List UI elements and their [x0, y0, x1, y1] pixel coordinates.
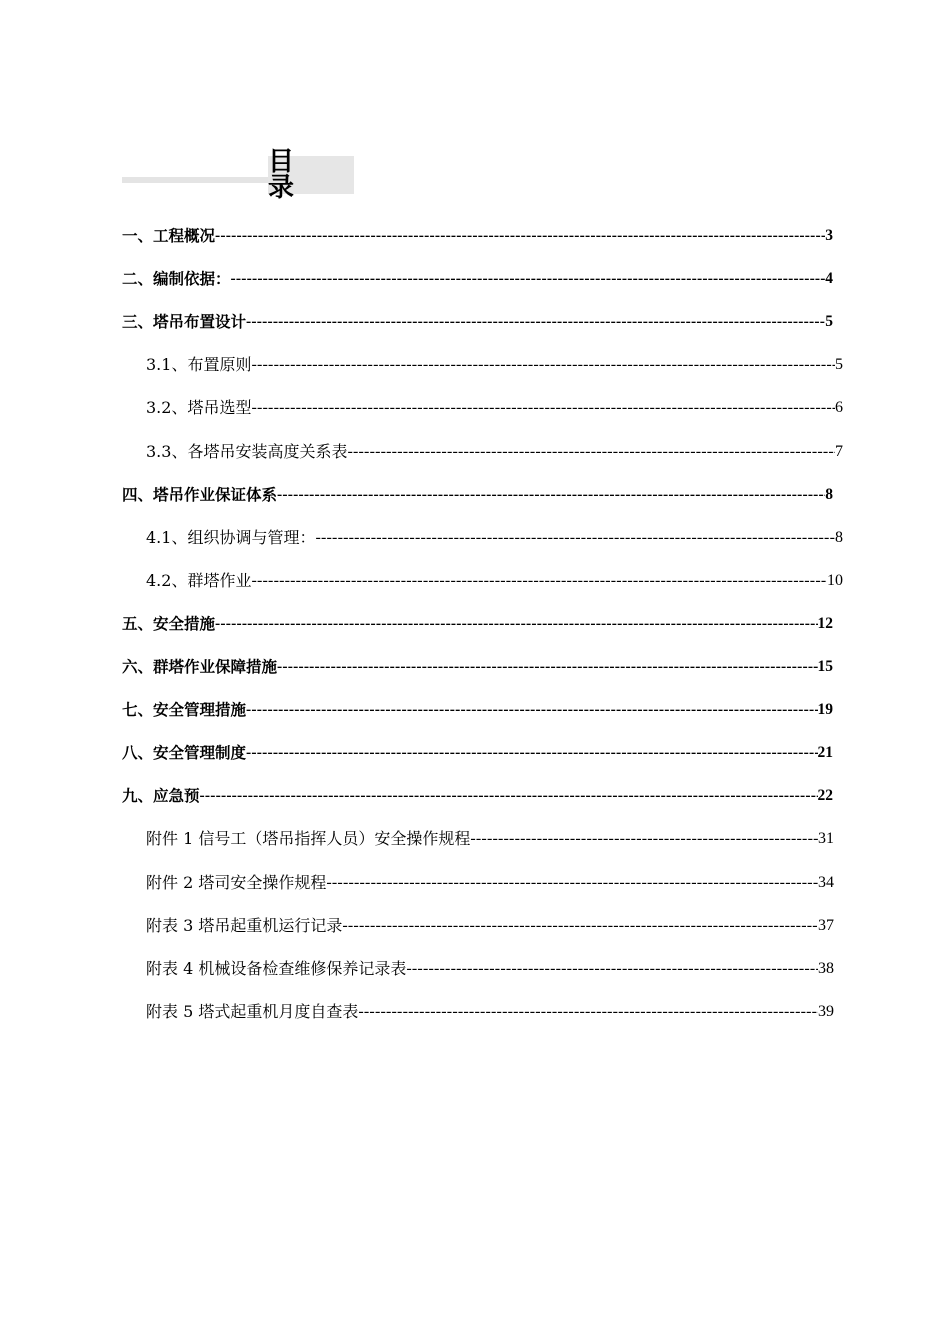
toc-entry[interactable]	[146, 567, 843, 591]
toc-entry[interactable]	[146, 438, 843, 462]
toc-entry-label: 三、塔吊布置设计	[122, 313, 247, 331]
toc-entry-label: 4.1、组织协调与管理：	[146, 528, 316, 547]
toc-dot-leader	[277, 485, 825, 505]
toc-entry[interactable]	[122, 265, 833, 289]
toc-dot-leader	[246, 743, 817, 763]
toc-entry-page-number: 38	[818, 960, 834, 977]
toc-entry[interactable]	[122, 739, 833, 763]
toc-entry-label: 4.2、群塔作业	[146, 571, 252, 590]
toc-dot-leader	[231, 269, 826, 289]
toc-entry[interactable]	[122, 481, 833, 505]
toc-entry-label: 七、安全管理措施	[122, 701, 247, 719]
toc-entry-label: 六、群塔作业保障措施	[122, 658, 278, 676]
toc-entry[interactable]	[122, 653, 833, 677]
toc-entry[interactable]	[146, 351, 843, 375]
toc-dot-leader	[358, 1002, 818, 1022]
toc-dot-leader	[470, 829, 818, 849]
toc-entry[interactable]	[122, 610, 833, 634]
toc-dot-leader	[251, 571, 827, 591]
toc-dot-leader	[251, 355, 835, 375]
toc-dot-leader	[315, 528, 835, 548]
toc-entry-page-number: 7	[835, 443, 843, 460]
toc-entry-page-number: 5	[835, 356, 843, 373]
toc-entry[interactable]	[146, 524, 843, 548]
toc-dot-leader	[215, 614, 817, 634]
toc-entry-label: 3.3、各塔吊安装高度关系表	[146, 442, 348, 461]
toc-entry-page-number: 31	[818, 830, 834, 847]
toc-entry-page-number: 21	[817, 744, 833, 761]
toc-entry-label: 附件 1 信号工（塔吊指挥人员）安全操作规程	[146, 829, 471, 848]
toc-entry-page-number: 6	[835, 399, 843, 416]
toc-entry[interactable]	[146, 825, 834, 849]
toc-entry-page-number: 37	[818, 917, 834, 934]
toc-dot-leader	[347, 442, 835, 462]
toc-entry[interactable]	[122, 222, 833, 246]
toc-entry[interactable]	[146, 998, 834, 1022]
toc-dot-leader	[251, 398, 835, 418]
toc-entry-label: 附表 5 塔式起重机月度自查表	[146, 1002, 359, 1021]
toc-entry-page-number: 10	[827, 572, 843, 589]
toc-entry-page-number: 15	[817, 658, 833, 675]
toc-entry[interactable]	[146, 912, 834, 936]
toc-entry-page-number: 19	[817, 701, 833, 718]
toc-entry-page-number: 4	[825, 270, 833, 287]
toc-dot-leader	[246, 700, 817, 720]
toc-entry-page-number: 3	[825, 227, 833, 244]
toc-entry-label: 3.1、布置原则	[146, 355, 252, 374]
toc-entry-label: 一、工程概况	[122, 227, 216, 245]
toc-dot-leader	[342, 916, 818, 936]
toc-entry-label: 附件 2 塔司安全操作规程	[146, 873, 327, 892]
toc-entry-label: 四、塔吊作业保证体系	[122, 486, 278, 504]
toc-entry-label: 九、应急预	[122, 787, 200, 805]
toc-entry-label: 五、安全措施	[122, 615, 216, 633]
toc-entry[interactable]	[146, 394, 843, 418]
toc-entry-label: 八、安全管理制度	[122, 744, 247, 762]
page-title: 目 录	[268, 147, 317, 203]
toc-entry-label: 附表 3 塔吊起重机运行记录	[146, 916, 343, 935]
toc-entry-page-number: 12	[817, 615, 833, 632]
toc-entry-label: 二、编制依据：	[122, 270, 231, 288]
toc-dot-leader	[326, 873, 818, 893]
toc-entry[interactable]	[146, 955, 834, 979]
toc-entry-page-number: 8	[825, 486, 833, 503]
toc-dot-leader	[406, 959, 818, 979]
toc-dot-leader	[277, 657, 817, 677]
toc-entry-page-number: 5	[825, 313, 833, 330]
toc-entry-label: 附表 4 机械设备检查维修保养记录表	[146, 959, 407, 978]
toc-entry-page-number: 22	[817, 787, 833, 804]
toc-entry-label: 3.2、塔吊选型	[146, 398, 252, 417]
toc-dot-leader	[246, 312, 825, 332]
toc-entry-page-number: 8	[835, 529, 843, 546]
toc-dot-leader	[200, 786, 818, 806]
toc-entry-page-number: 34	[818, 874, 834, 891]
toc-entry[interactable]	[146, 869, 834, 893]
toc-entry-page-number: 39	[818, 1003, 834, 1020]
toc-dot-leader	[215, 226, 825, 246]
toc-entry[interactable]	[122, 308, 833, 332]
toc-entry[interactable]	[122, 696, 833, 720]
toc-entry[interactable]	[122, 782, 833, 806]
